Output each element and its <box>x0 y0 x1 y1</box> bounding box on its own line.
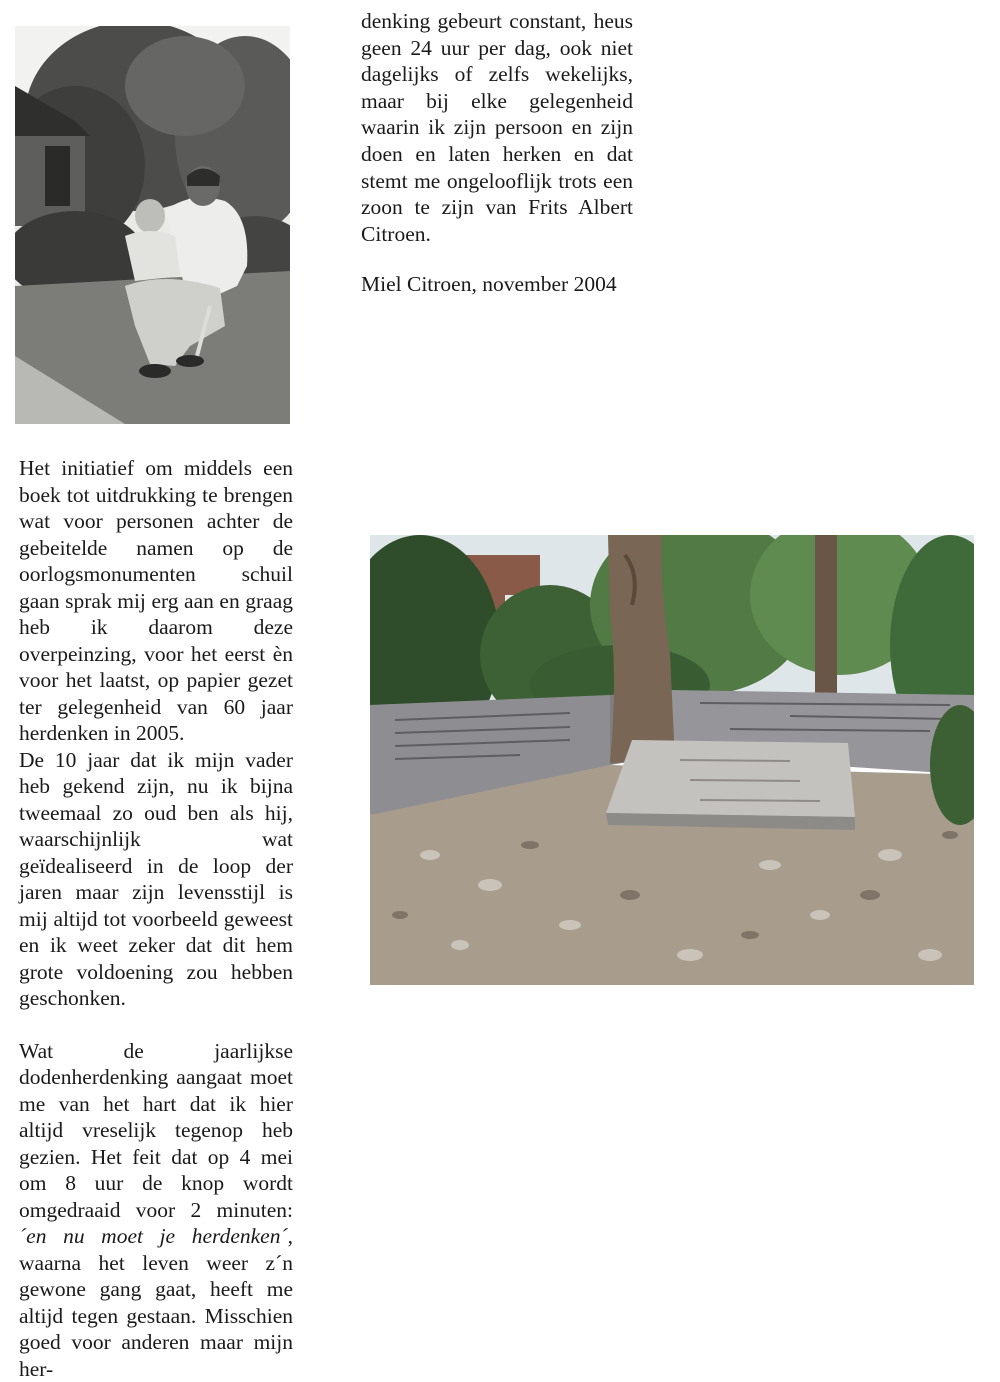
left-paragraph-1: Het initiatief om middels een boek tot uitdrukking te brengen wat voor personen achter de gebeitelde namen op de oorlogsmonumenten schuil gaan sprak mij erg aan en graag heb ik daarom deze overpeinzing, voor het eerst èn voor het laatst, op papier gezet ter gelegenheid van 60 jaar herdenken in 2005. <box>19 455 293 747</box>
left-paragraph-3 <box>19 1038 293 1382</box>
photo-father-with-child-image <box>15 26 290 424</box>
photo-father-with-child <box>15 26 290 424</box>
left-paragraph-3-before: Wat de jaarlijkse dodenherdenking aangaat moet me van het hart dat ik hier altijd vreselijk tegenop heb gezien. Het feit dat op 4 mei om 8 uur de knop wordt omgedraaid voor 2 minuten: <box>19 1039 293 1222</box>
left-paragraph-3-quote: ´en nu moet je herdenken´ <box>19 1224 288 1248</box>
left-paragraph-3-after: , waarna het leven weer z´n gewone gang gaat, heeft me altijd tegen gestaan. Misschien goed voor anderen maar mijn her- <box>19 1224 293 1381</box>
right-column-text <box>361 8 633 298</box>
photo-war-monument <box>370 535 974 985</box>
left-column-text <box>19 455 293 1382</box>
right-column-paragraph: denking gebeurt constant, heus geen 24 uur per dag, ook niet dagelijks of zelfs wekelijks, maar bij elke gelegenheid waarin ik zijn persoon en zijn doen en laten herken en dat stemt me ongelooflijk trots een zoon te zijn van Frits Albert Citroen. <box>361 8 633 247</box>
left-paragraph-2: De 10 jaar dat ik mijn vader heb gekend zijn, nu ik bijna tweemaal zo oud ben als hij, waarschijnlijk wat geïdealiseerd in de loop der jaren maar zijn levensstijl is mij altijd tot voorbeeld geweest en ik weet zeker dat dit hem grote voldoening zou hebben geschonken. <box>19 747 293 1012</box>
signature: Miel Citroen, november 2004 <box>361 271 633 298</box>
photo-war-monument-image <box>370 535 974 985</box>
